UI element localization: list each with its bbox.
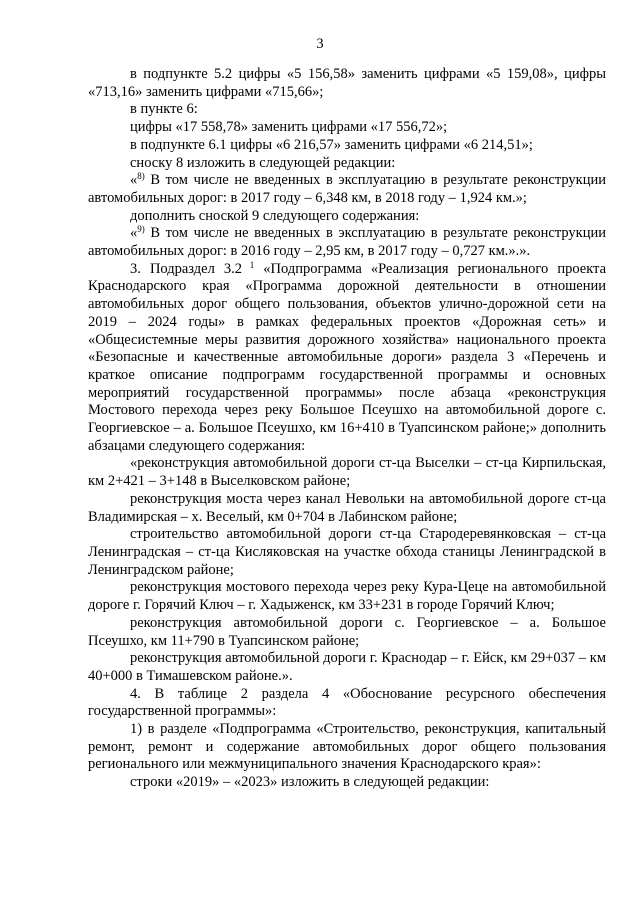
paragraph: 1) в разделе «Подпрограмма «Строительство, реконструкция, капитальный ремонт, ремонт и содержание автомобильных дорог общего пользования регионального или межмуниципального значения Краснодарского края»: xyxy=(88,721,606,773)
paragraph: строительство автомобильной дороги ст-ца Стародеревянковская – ст-ца Ленинградская – ст-ца Кисляковская на участке обхода станицы Ленинградской в Ленинградском районе; xyxy=(88,526,606,578)
paragraph: реконструкция автомобильной дороги г. Краснодар – г. Ейск, км 29+037 – км 40+000 в Тимашевском районе.». xyxy=(88,650,606,684)
paragraph: сноску 8 изложить в следующей редакции: xyxy=(130,154,396,171)
footnote-mark: 8) xyxy=(137,171,145,182)
paragraph: цифры «17 558,78» заменить цифрами «17 556,72»; xyxy=(130,119,448,136)
paragraph xyxy=(88,172,606,207)
paragraph: «реконструкция автомобильной дороги ст-ца Выселки – ст-ца Кирпильская, км 2+421 – 3+148 в Выселковском районе; xyxy=(88,455,606,490)
footnote-mark: 9) xyxy=(137,224,145,235)
paragraph: реконструкция автомобильной дороги с. Георгиевское – а. Большое Псеушхо, км 11+790 в Туапсинском районе; xyxy=(88,614,606,649)
paragraph-lead: « xyxy=(130,172,138,189)
paragraph xyxy=(88,225,606,260)
paragraph-text: «Подпрограмма «Реализация регионального проекта Краснодарского края «Программа дорожной деятельности в отношении автомобильных дорог общего пользования, объектов улично-дорожной сети на 2019 – 2024 годы» в рамках федеральных проектов «Дорожная сеть» и «Общесистемные меры развития дорожного хозяйства» национального проекта «Безопасные и качественные автомобильные дороги» раздела 3 «Перечень и краткое описание подпрограмм государственной программы и основных мероприятий государственной программы» после абзаца «реконструкция Мостового перехода через реку Большое Псеушхо на автомобильной дороге с. Георгиевское – а. Большое Псеушхо, км 16+410 в Туапсинском районе;» дополнить абзацами следующего содержания: xyxy=(88,260,607,454)
paragraph xyxy=(88,261,606,456)
paragraph: 4. В таблице 2 раздела 4 «Обоснование ресурсного обеспечения государственной программы»: xyxy=(88,685,606,720)
paragraph: в подпункте 6.1 цифры «6 216,57» заменить цифрами «6 214,51»; xyxy=(130,136,533,153)
paragraph-text: В том числе не введенных в эксплуатацию в результате реконструкции автомобильных дорог: в 2017 году – 6,348 км, в 2018 году – 1,924 км.»; xyxy=(88,172,606,206)
paragraph-lead: « xyxy=(130,225,138,242)
document-body xyxy=(88,66,606,792)
paragraph: дополнить сноской 9 следующего содержания: xyxy=(130,207,420,224)
paragraph: реконструкция моста через канал Невольки на автомобильной дороге ст-ца Владимирская – х. Веселый, км 0+704 в Лабинском районе; xyxy=(88,490,606,525)
paragraph-lead: 3. Подраздел 3.2 xyxy=(130,260,243,277)
paragraph-text: В том числе не введенных в эксплуатацию в результате реконструкции автомобильных дорог: в 2016 году – 2,95 км, в 2017 году – 0,727 км.».». xyxy=(88,225,606,260)
paragraph: строки «2019» – «2023» изложить в следующей редакции: xyxy=(130,774,490,791)
page-number: 3 xyxy=(316,36,324,52)
paragraph: реконструкция мостового перехода через реку Кура-Цеце на автомобильной дороге г. Горячий Ключ – г. Хадыженск, км 33+231 в городе Горячий Ключ; xyxy=(88,579,606,614)
footnote-mark: 1 xyxy=(242,259,255,270)
paragraph: в пункте 6: xyxy=(130,101,198,118)
paragraph: в подпункте 5.2 цифры «5 156,58» заменить цифрами «5 159,08», цифры «713,16» заменить цифрами «715,66»; xyxy=(88,66,606,100)
